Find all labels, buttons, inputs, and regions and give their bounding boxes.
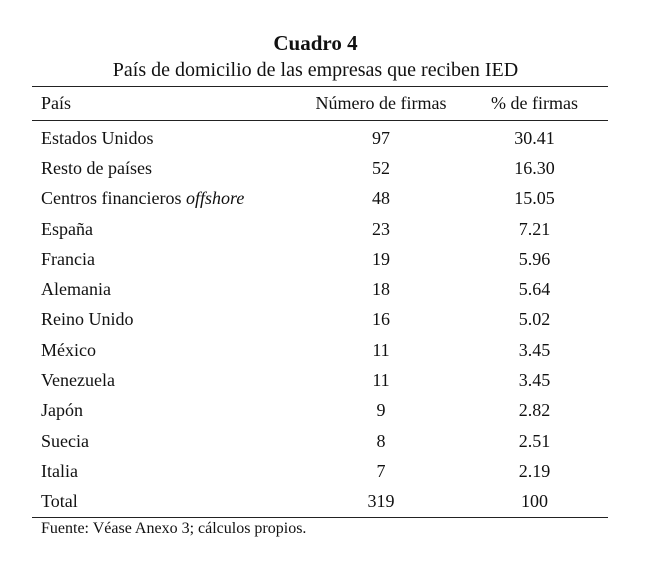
- cell-country: Reino Unido: [41, 309, 134, 330]
- cell-percent: 3.45: [518, 339, 551, 360]
- cell-country-text: Centros financieros: [41, 188, 186, 209]
- cell-firms: 11: [372, 370, 390, 391]
- cell-firms: 8: [376, 430, 386, 451]
- cell-firms: 16: [372, 309, 390, 330]
- table-row: [32, 274, 608, 304]
- cell-firms: 97: [372, 127, 390, 148]
- header-row: [32, 87, 608, 121]
- table-row: [32, 244, 608, 274]
- table-row: [32, 365, 608, 395]
- table-row: [32, 184, 608, 214]
- table-row: [32, 121, 608, 154]
- cell-country: Total: [32, 487, 301, 518]
- cell-firms: 52: [372, 157, 390, 178]
- total-row: [32, 487, 608, 518]
- cell-percent: 5.96: [518, 248, 551, 269]
- table-row: [32, 396, 608, 426]
- cell-firms: 23: [372, 218, 390, 239]
- cell-percent: 2.19: [518, 460, 551, 481]
- cell-country: Suecia: [41, 430, 89, 451]
- cell-country: Japón: [41, 400, 83, 421]
- cell-firms: 11: [372, 339, 390, 360]
- cell-country: Estados Unidos: [41, 127, 154, 148]
- header-country: País: [32, 87, 301, 121]
- cell-percent: 15.05: [514, 188, 555, 209]
- cell-firms: 48: [372, 188, 390, 209]
- cell-percent: 5.02: [518, 309, 551, 330]
- table-row: [32, 456, 608, 486]
- table-row: [32, 335, 608, 365]
- cell-country: México: [41, 339, 96, 360]
- source-note: Fuente: Véase Anexo 3; cálculos propios.: [41, 519, 307, 537]
- cell-percent: 7.21: [518, 218, 551, 239]
- header-percent: % de firmas: [461, 87, 608, 121]
- table-row: [32, 153, 608, 183]
- cell-country: Italia: [41, 460, 78, 481]
- cell-country: [32, 184, 301, 214]
- cell-country: Resto de países: [41, 157, 152, 178]
- data-table: [32, 86, 608, 518]
- cell-percent: 2.82: [518, 400, 551, 421]
- table-row: [32, 305, 608, 335]
- cell-firms: 7: [376, 460, 386, 481]
- cell-percent: 30.41: [514, 127, 555, 148]
- cell-country: Francia: [41, 248, 95, 269]
- table-title: País de domicilio de las empresas que reciben IED: [112, 59, 519, 81]
- cell-percent: 5.64: [518, 279, 551, 300]
- cell-percent: 2.51: [518, 430, 551, 451]
- table-number: Cuadro 4: [273, 31, 358, 55]
- cell-firms: 9: [376, 400, 386, 421]
- cell-country-italic: offshore: [185, 188, 245, 209]
- cell-country: España: [41, 218, 93, 239]
- cell-firms: 19: [372, 248, 390, 269]
- cell-firms: 18: [372, 279, 390, 300]
- cell-percent: 100: [461, 487, 608, 518]
- cell-country: Alemania: [41, 279, 111, 300]
- cell-percent: 16.30: [514, 157, 555, 178]
- header-firms: Número de firmas: [301, 87, 461, 121]
- cell-firms: 319: [301, 487, 461, 518]
- document-page: [32, 30, 599, 540]
- cell-country: Venezuela: [41, 370, 115, 391]
- table-row: [32, 426, 608, 456]
- table-row: [32, 214, 608, 244]
- cell-percent: 3.45: [518, 370, 551, 391]
